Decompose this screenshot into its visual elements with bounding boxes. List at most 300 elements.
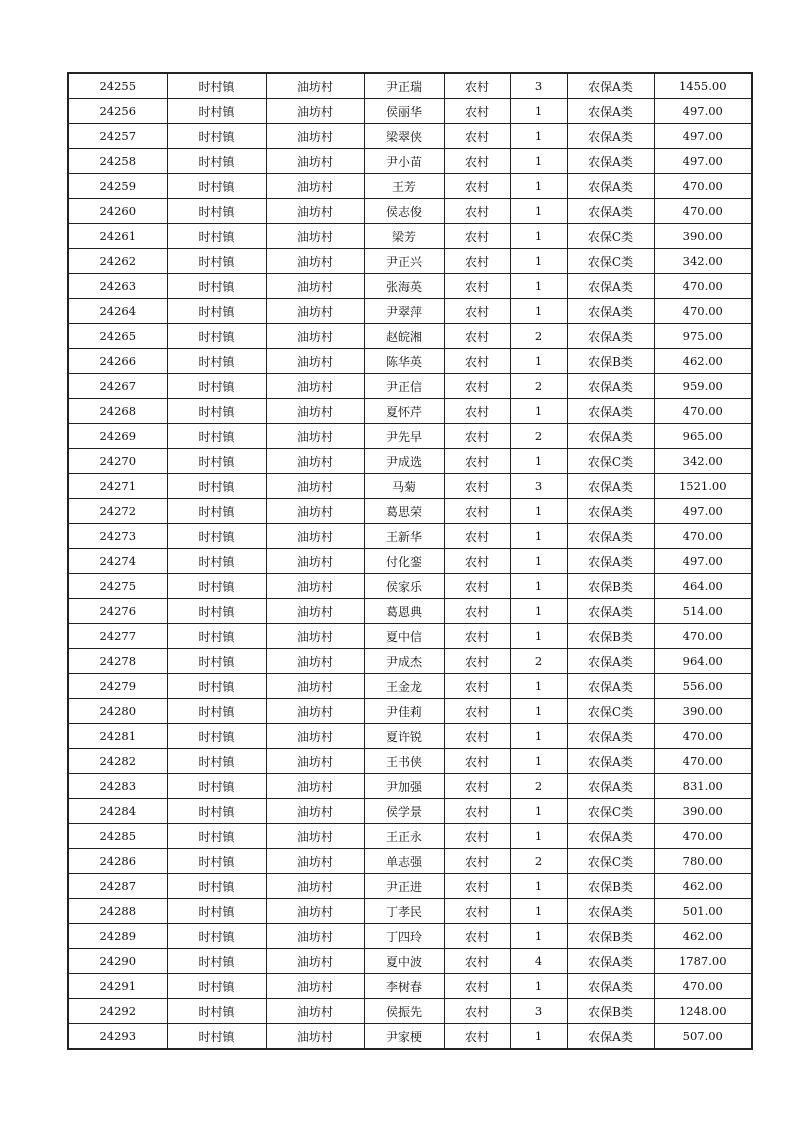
record-id-cell: 24273	[68, 524, 167, 549]
name-cell: 侯志俊	[364, 199, 444, 224]
name-cell: 侯学景	[364, 799, 444, 824]
table-row	[68, 99, 752, 124]
village-cell: 油坊村	[266, 749, 364, 774]
name-cell: 侯丽华	[364, 99, 444, 124]
town-cell: 时村镇	[167, 874, 266, 899]
village-cell: 油坊村	[266, 549, 364, 574]
town-cell: 时村镇	[167, 374, 266, 399]
member-count-cell: 1	[510, 249, 567, 274]
record-id-cell: 24263	[68, 274, 167, 299]
household-type-cell: 农村	[444, 974, 510, 999]
household-type-cell: 农村	[444, 1024, 510, 1050]
amount-cell: 1248.00	[654, 999, 752, 1024]
household-type-cell: 农村	[444, 124, 510, 149]
category-cell: 农保C类	[567, 699, 654, 724]
name-cell: 马菊	[364, 474, 444, 499]
household-type-cell: 农村	[444, 224, 510, 249]
category-cell: 农保A类	[567, 399, 654, 424]
category-cell: 农保A类	[567, 899, 654, 924]
name-cell: 王金龙	[364, 674, 444, 699]
name-cell: 付化銮	[364, 549, 444, 574]
village-cell: 油坊村	[266, 424, 364, 449]
town-cell: 时村镇	[167, 73, 266, 99]
amount-cell: 470.00	[654, 174, 752, 199]
village-cell: 油坊村	[266, 174, 364, 199]
household-type-cell: 农村	[444, 674, 510, 699]
category-cell: 农保A类	[567, 674, 654, 699]
table-row	[68, 399, 752, 424]
table-row	[68, 674, 752, 699]
amount-cell: 470.00	[654, 724, 752, 749]
name-cell: 尹成杰	[364, 649, 444, 674]
village-cell: 油坊村	[266, 874, 364, 899]
category-cell: 农保B类	[567, 574, 654, 599]
member-count-cell: 1	[510, 699, 567, 724]
category-cell: 农保A类	[567, 374, 654, 399]
record-id-cell: 24291	[68, 974, 167, 999]
table-row	[68, 224, 752, 249]
amount-cell: 470.00	[654, 624, 752, 649]
record-id-cell: 24261	[68, 224, 167, 249]
table-row	[68, 499, 752, 524]
household-type-cell: 农村	[444, 599, 510, 624]
household-type-cell: 农村	[444, 199, 510, 224]
name-cell: 李树春	[364, 974, 444, 999]
table-row	[68, 874, 752, 899]
record-id-cell: 24269	[68, 424, 167, 449]
category-cell: 农保B类	[567, 874, 654, 899]
town-cell: 时村镇	[167, 649, 266, 674]
record-id-cell: 24266	[68, 349, 167, 374]
amount-cell: 556.00	[654, 674, 752, 699]
name-cell: 尹正兴	[364, 249, 444, 274]
record-id-cell: 24265	[68, 324, 167, 349]
town-cell: 时村镇	[167, 199, 266, 224]
village-cell: 油坊村	[266, 149, 364, 174]
amount-cell: 470.00	[654, 274, 752, 299]
town-cell: 时村镇	[167, 949, 266, 974]
town-cell: 时村镇	[167, 824, 266, 849]
household-type-cell: 农村	[444, 73, 510, 99]
category-cell: 农保A类	[567, 174, 654, 199]
household-type-cell: 农村	[444, 699, 510, 724]
town-cell: 时村镇	[167, 799, 266, 824]
category-cell: 农保A类	[567, 274, 654, 299]
record-id-cell: 24287	[68, 874, 167, 899]
table-row	[68, 849, 752, 874]
member-count-cell: 2	[510, 774, 567, 799]
amount-cell: 964.00	[654, 649, 752, 674]
name-cell: 尹佳莉	[364, 699, 444, 724]
member-count-cell: 1	[510, 974, 567, 999]
household-type-cell: 农村	[444, 99, 510, 124]
household-type-cell: 农村	[444, 624, 510, 649]
record-id-cell: 24272	[68, 499, 167, 524]
category-cell: 农保B类	[567, 624, 654, 649]
town-cell: 时村镇	[167, 724, 266, 749]
member-count-cell: 2	[510, 424, 567, 449]
household-type-cell: 农村	[444, 899, 510, 924]
amount-cell: 390.00	[654, 699, 752, 724]
amount-cell: 390.00	[654, 799, 752, 824]
name-cell: 尹正信	[364, 374, 444, 399]
name-cell: 尹正瑞	[364, 73, 444, 99]
household-type-cell: 农村	[444, 424, 510, 449]
name-cell: 王正永	[364, 824, 444, 849]
town-cell: 时村镇	[167, 399, 266, 424]
table-row	[68, 449, 752, 474]
member-count-cell: 1	[510, 1024, 567, 1050]
table-row	[68, 524, 752, 549]
name-cell: 葛思荣	[364, 499, 444, 524]
household-type-cell: 农村	[444, 349, 510, 374]
record-id-cell: 24279	[68, 674, 167, 699]
table-row	[68, 199, 752, 224]
household-type-cell: 农村	[444, 999, 510, 1024]
name-cell: 梁翠侠	[364, 124, 444, 149]
village-cell: 油坊村	[266, 474, 364, 499]
town-cell: 时村镇	[167, 474, 266, 499]
member-count-cell: 1	[510, 199, 567, 224]
name-cell: 陈华英	[364, 349, 444, 374]
member-count-cell: 1	[510, 874, 567, 899]
household-type-cell: 农村	[444, 724, 510, 749]
category-cell: 农保C类	[567, 224, 654, 249]
record-id-cell: 24271	[68, 474, 167, 499]
name-cell: 张海英	[364, 274, 444, 299]
village-cell: 油坊村	[266, 674, 364, 699]
category-cell: 农保A类	[567, 149, 654, 174]
village-cell: 油坊村	[266, 924, 364, 949]
household-type-cell: 农村	[444, 374, 510, 399]
town-cell: 时村镇	[167, 174, 266, 199]
table-row	[68, 149, 752, 174]
amount-cell: 462.00	[654, 349, 752, 374]
member-count-cell: 4	[510, 949, 567, 974]
record-id-cell: 24275	[68, 574, 167, 599]
amount-cell: 831.00	[654, 774, 752, 799]
amount-cell: 497.00	[654, 99, 752, 124]
name-cell: 尹翠萍	[364, 299, 444, 324]
amount-cell: 497.00	[654, 549, 752, 574]
record-id-cell: 24268	[68, 399, 167, 424]
town-cell: 时村镇	[167, 849, 266, 874]
amount-cell: 470.00	[654, 824, 752, 849]
amount-cell: 470.00	[654, 399, 752, 424]
name-cell: 尹小苗	[364, 149, 444, 174]
category-cell: 农保A类	[567, 524, 654, 549]
category-cell: 农保C类	[567, 799, 654, 824]
amount-cell: 497.00	[654, 124, 752, 149]
table-row	[68, 274, 752, 299]
village-cell: 油坊村	[266, 699, 364, 724]
household-type-cell: 农村	[444, 249, 510, 274]
record-id-cell: 24289	[68, 924, 167, 949]
name-cell: 侯家乐	[364, 574, 444, 599]
record-id-cell: 24258	[68, 149, 167, 174]
member-count-cell: 2	[510, 324, 567, 349]
town-cell: 时村镇	[167, 674, 266, 699]
household-type-cell: 农村	[444, 949, 510, 974]
member-count-cell: 1	[510, 799, 567, 824]
household-type-cell: 农村	[444, 849, 510, 874]
record-id-cell: 24259	[68, 174, 167, 199]
member-count-cell: 1	[510, 274, 567, 299]
town-cell: 时村镇	[167, 99, 266, 124]
name-cell: 尹正进	[364, 874, 444, 899]
household-type-cell: 农村	[444, 774, 510, 799]
record-id-cell: 24256	[68, 99, 167, 124]
record-id-cell: 24277	[68, 624, 167, 649]
town-cell: 时村镇	[167, 574, 266, 599]
name-cell: 葛恩典	[364, 599, 444, 624]
town-cell: 时村镇	[167, 699, 266, 724]
member-count-cell: 1	[510, 124, 567, 149]
member-count-cell: 3	[510, 474, 567, 499]
member-count-cell: 1	[510, 749, 567, 774]
member-count-cell: 1	[510, 99, 567, 124]
village-cell: 油坊村	[266, 249, 364, 274]
record-id-cell: 24281	[68, 724, 167, 749]
village-cell: 油坊村	[266, 624, 364, 649]
record-id-cell: 24276	[68, 599, 167, 624]
village-cell: 油坊村	[266, 899, 364, 924]
data-table	[67, 72, 753, 1050]
town-cell: 时村镇	[167, 224, 266, 249]
record-id-cell: 24278	[68, 649, 167, 674]
household-type-cell: 农村	[444, 874, 510, 899]
village-cell: 油坊村	[266, 199, 364, 224]
amount-cell: 975.00	[654, 324, 752, 349]
category-cell: 农保B类	[567, 999, 654, 1024]
table-row	[68, 924, 752, 949]
table-row	[68, 474, 752, 499]
member-count-cell: 3	[510, 73, 567, 99]
name-cell: 单志强	[364, 849, 444, 874]
village-cell: 油坊村	[266, 224, 364, 249]
village-cell: 油坊村	[266, 499, 364, 524]
name-cell: 梁芳	[364, 224, 444, 249]
town-cell: 时村镇	[167, 1024, 266, 1050]
category-cell: 农保B类	[567, 349, 654, 374]
record-id-cell: 24282	[68, 749, 167, 774]
village-cell: 油坊村	[266, 73, 364, 99]
category-cell: 农保A类	[567, 99, 654, 124]
village-cell: 油坊村	[266, 299, 364, 324]
household-type-cell: 农村	[444, 649, 510, 674]
category-cell: 农保A类	[567, 749, 654, 774]
village-cell: 油坊村	[266, 774, 364, 799]
name-cell: 夏中波	[364, 949, 444, 974]
category-cell: 农保A类	[567, 774, 654, 799]
household-type-cell: 农村	[444, 449, 510, 474]
village-cell: 油坊村	[266, 374, 364, 399]
record-id-cell: 24286	[68, 849, 167, 874]
household-type-cell: 农村	[444, 549, 510, 574]
village-cell: 油坊村	[266, 99, 364, 124]
record-id-cell: 24288	[68, 899, 167, 924]
table-row	[68, 799, 752, 824]
town-cell: 时村镇	[167, 924, 266, 949]
amount-cell: 470.00	[654, 974, 752, 999]
amount-cell: 462.00	[654, 874, 752, 899]
village-cell: 油坊村	[266, 949, 364, 974]
village-cell: 油坊村	[266, 1024, 364, 1050]
amount-cell: 497.00	[654, 149, 752, 174]
member-count-cell: 1	[510, 224, 567, 249]
table-row	[68, 549, 752, 574]
member-count-cell: 1	[510, 549, 567, 574]
town-cell: 时村镇	[167, 774, 266, 799]
town-cell: 时村镇	[167, 124, 266, 149]
amount-cell: 470.00	[654, 749, 752, 774]
household-type-cell: 农村	[444, 399, 510, 424]
name-cell: 尹家梗	[364, 1024, 444, 1050]
name-cell: 夏中信	[364, 624, 444, 649]
member-count-cell: 1	[510, 349, 567, 374]
record-id-cell: 24285	[68, 824, 167, 849]
member-count-cell: 1	[510, 624, 567, 649]
village-cell: 油坊村	[266, 824, 364, 849]
category-cell: 农保A类	[567, 649, 654, 674]
category-cell: 农保A类	[567, 474, 654, 499]
table-row	[68, 124, 752, 149]
household-type-cell: 农村	[444, 274, 510, 299]
household-type-cell: 农村	[444, 324, 510, 349]
name-cell: 丁孝民	[364, 899, 444, 924]
household-type-cell: 农村	[444, 524, 510, 549]
amount-cell: 1455.00	[654, 73, 752, 99]
table-row	[68, 374, 752, 399]
table-row	[68, 724, 752, 749]
amount-cell: 342.00	[654, 249, 752, 274]
household-type-cell: 农村	[444, 174, 510, 199]
name-cell: 尹成选	[364, 449, 444, 474]
member-count-cell: 1	[510, 499, 567, 524]
table-row	[68, 774, 752, 799]
town-cell: 时村镇	[167, 524, 266, 549]
member-count-cell: 1	[510, 449, 567, 474]
member-count-cell: 1	[510, 174, 567, 199]
town-cell: 时村镇	[167, 324, 266, 349]
amount-cell: 501.00	[654, 899, 752, 924]
name-cell: 赵皖湘	[364, 324, 444, 349]
record-id-cell: 24267	[68, 374, 167, 399]
table-row	[68, 999, 752, 1024]
amount-cell: 464.00	[654, 574, 752, 599]
amount-cell: 470.00	[654, 524, 752, 549]
record-id-cell: 24260	[68, 199, 167, 224]
name-cell: 侯振先	[364, 999, 444, 1024]
town-cell: 时村镇	[167, 974, 266, 999]
village-cell: 油坊村	[266, 399, 364, 424]
member-count-cell: 1	[510, 824, 567, 849]
member-count-cell: 2	[510, 849, 567, 874]
member-count-cell: 1	[510, 924, 567, 949]
village-cell: 油坊村	[266, 999, 364, 1024]
town-cell: 时村镇	[167, 149, 266, 174]
record-id-cell: 24280	[68, 699, 167, 724]
record-id-cell: 24290	[68, 949, 167, 974]
town-cell: 时村镇	[167, 749, 266, 774]
name-cell: 夏怀芹	[364, 399, 444, 424]
category-cell: 农保A类	[567, 499, 654, 524]
village-cell: 油坊村	[266, 599, 364, 624]
name-cell: 王芳	[364, 174, 444, 199]
name-cell: 王书侠	[364, 749, 444, 774]
record-id-cell: 24274	[68, 549, 167, 574]
category-cell: 农保B类	[567, 924, 654, 949]
household-type-cell: 农村	[444, 299, 510, 324]
household-type-cell: 农村	[444, 574, 510, 599]
town-cell: 时村镇	[167, 249, 266, 274]
category-cell: 农保A类	[567, 549, 654, 574]
name-cell: 尹加强	[364, 774, 444, 799]
table-body	[68, 73, 752, 1049]
household-type-cell: 农村	[444, 749, 510, 774]
table-row	[68, 949, 752, 974]
table-row	[68, 824, 752, 849]
village-cell: 油坊村	[266, 649, 364, 674]
member-count-cell: 1	[510, 899, 567, 924]
member-count-cell: 2	[510, 374, 567, 399]
amount-cell: 959.00	[654, 374, 752, 399]
household-type-cell: 农村	[444, 499, 510, 524]
amount-cell: 497.00	[654, 499, 752, 524]
table-row	[68, 574, 752, 599]
member-count-cell: 1	[510, 524, 567, 549]
record-id-cell: 24283	[68, 774, 167, 799]
category-cell: 农保A类	[567, 824, 654, 849]
name-cell: 尹先早	[364, 424, 444, 449]
town-cell: 时村镇	[167, 349, 266, 374]
category-cell: 农保A类	[567, 124, 654, 149]
table-row	[68, 699, 752, 724]
town-cell: 时村镇	[167, 599, 266, 624]
village-cell: 油坊村	[266, 274, 364, 299]
household-type-cell: 农村	[444, 149, 510, 174]
member-count-cell: 1	[510, 149, 567, 174]
member-count-cell: 1	[510, 599, 567, 624]
town-cell: 时村镇	[167, 449, 266, 474]
member-count-cell: 1	[510, 724, 567, 749]
village-cell: 油坊村	[266, 974, 364, 999]
household-type-cell: 农村	[444, 799, 510, 824]
table-row	[68, 349, 752, 374]
record-id-cell: 24292	[68, 999, 167, 1024]
category-cell: 农保A类	[567, 974, 654, 999]
member-count-cell: 1	[510, 399, 567, 424]
amount-cell: 342.00	[654, 449, 752, 474]
member-count-cell: 1	[510, 299, 567, 324]
amount-cell: 780.00	[654, 849, 752, 874]
record-id-cell: 24264	[68, 299, 167, 324]
name-cell: 丁四玲	[364, 924, 444, 949]
table-row	[68, 899, 752, 924]
town-cell: 时村镇	[167, 424, 266, 449]
record-id-cell: 24257	[68, 124, 167, 149]
table-row	[68, 324, 752, 349]
amount-cell: 1521.00	[654, 474, 752, 499]
table-row	[68, 249, 752, 274]
member-count-cell: 1	[510, 574, 567, 599]
table-row	[68, 749, 752, 774]
member-count-cell: 1	[510, 674, 567, 699]
table-row	[68, 73, 752, 99]
household-type-cell: 农村	[444, 474, 510, 499]
category-cell: 农保A类	[567, 299, 654, 324]
table-row	[68, 424, 752, 449]
